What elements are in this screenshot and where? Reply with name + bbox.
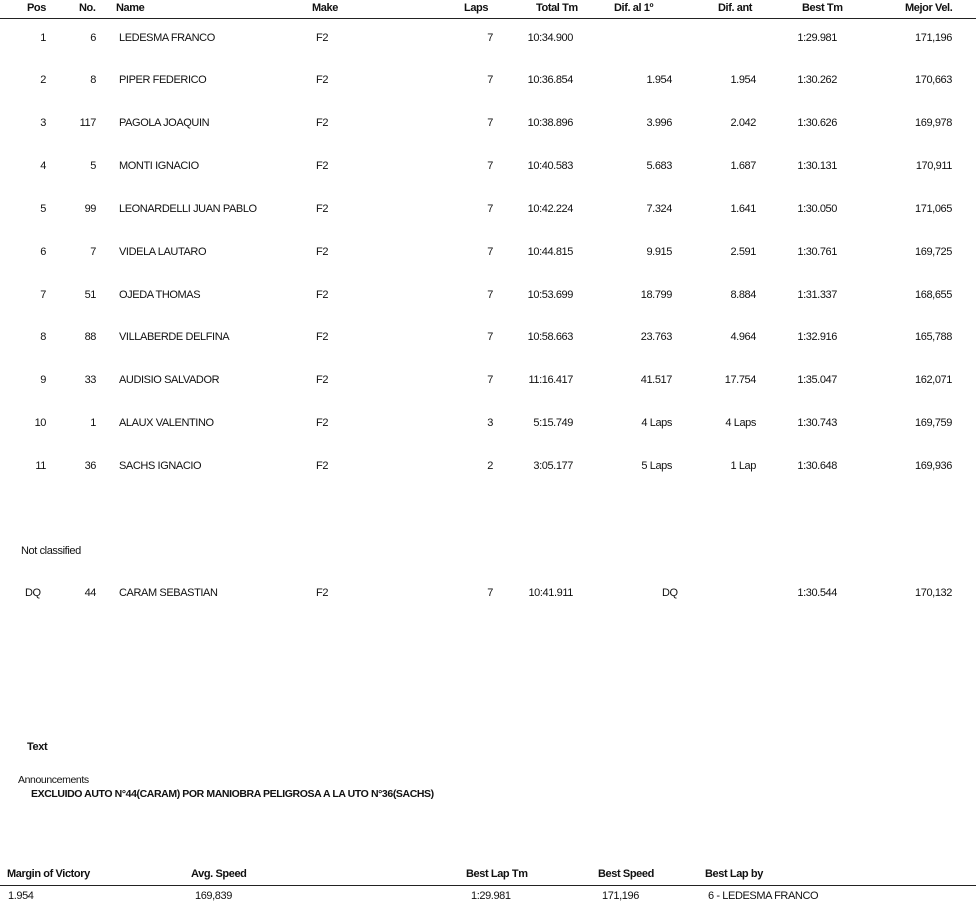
header-no: No. [79, 2, 96, 14]
cell-no: 8 [90, 74, 96, 86]
table-row [0, 289, 976, 305]
cell-total-time: 10:36.854 [527, 74, 573, 86]
cell-laps: 7 [487, 374, 493, 386]
cell-make: F2 [316, 246, 329, 258]
cell-name: CARAM SEBASTIAN [119, 587, 218, 599]
cell-no: 117 [79, 117, 96, 129]
cell-dif-first: 1.954 [646, 74, 672, 86]
cell-total-time: 10:38.896 [527, 117, 573, 129]
cell-best-speed: 165,788 [915, 331, 952, 343]
summary-header-best-lap-by: Best Lap by [705, 868, 763, 880]
cell-laps: 7 [487, 246, 493, 258]
cell-best-speed: 171,065 [915, 203, 952, 215]
cell-dif-first: 4 Laps [641, 417, 672, 429]
cell-laps: 2 [487, 460, 493, 472]
cell-total-time: 11:16.417 [528, 374, 573, 386]
cell-best-time: 1:35.047 [797, 374, 837, 386]
cell-name: PIPER FEDERICO [119, 74, 207, 86]
cell-no: 51 [84, 289, 96, 301]
summary-best-lap-value: 1:29.981 [471, 890, 511, 902]
header-best-speed: Mejor Vel. [905, 2, 953, 14]
cell-total-time: 10:40.583 [527, 160, 573, 172]
cell-best-speed: 169,725 [915, 246, 952, 258]
cell-best-time: 1:30.648 [797, 460, 837, 472]
cell-best-time: 1:29.981 [797, 32, 837, 44]
cell-no: 1 [90, 417, 96, 429]
cell-best-speed: 170,663 [915, 74, 952, 86]
cell-pos: 11 [35, 460, 46, 472]
cell-best-time: 1:30.743 [797, 417, 837, 429]
cell-dif-previous: 1.954 [730, 74, 756, 86]
cell-dif-first: 41.517 [640, 374, 672, 386]
cell-laps: 3 [487, 417, 493, 429]
cell-no: 88 [84, 331, 96, 343]
announcements-label: Announcements [18, 774, 89, 786]
cell-name: AUDISIO SALVADOR [119, 374, 220, 386]
cell-total-time: 10:42.224 [527, 203, 573, 215]
table-row [0, 74, 976, 90]
summary-avg-speed-value: 169,839 [195, 890, 232, 902]
cell-name: OJEDA THOMAS [119, 289, 201, 301]
cell-dif-previous: 1 Lap [730, 460, 756, 472]
cell-laps: 7 [487, 331, 493, 343]
cell-best-speed: 169,978 [915, 117, 952, 129]
cell-dif-previous: 1.687 [730, 160, 756, 172]
header-divider [0, 18, 976, 19]
header-make: Make [312, 2, 338, 14]
cell-laps: 7 [487, 203, 493, 215]
table-row [0, 32, 976, 48]
header-name: Name [116, 2, 145, 14]
announcement-text: EXCLUIDO AUTO N°44(CARAM) POR MANIOBRA PELIGROSA A LA UTO N°36(SACHS) [31, 788, 434, 800]
cell-pos: 3 [40, 117, 46, 129]
cell-make: F2 [316, 374, 329, 386]
table-row [0, 374, 976, 390]
cell-total-time: 10:44.815 [527, 246, 573, 258]
header-laps: Laps [464, 2, 489, 14]
header-best-time: Best Tm [802, 2, 843, 14]
cell-laps: 7 [487, 587, 493, 599]
summary-header-best-speed: Best Speed [598, 868, 654, 880]
cell-pos: 9 [40, 374, 46, 386]
cell-dif-first: 5.683 [646, 160, 672, 172]
cell-laps: 7 [487, 32, 493, 44]
cell-best-speed: 170,132 [915, 587, 952, 599]
cell-dif-first: DQ [662, 587, 678, 599]
summary-margin-value: 1.954 [8, 890, 34, 902]
table-row [0, 331, 976, 347]
cell-total-time: 10:41.911 [528, 587, 573, 599]
cell-no: 44 [84, 587, 96, 599]
cell-no: 7 [90, 246, 96, 258]
cell-best-speed: 168,655 [915, 289, 952, 301]
cell-laps: 7 [487, 74, 493, 86]
table-row [0, 460, 976, 476]
cell-make: F2 [316, 460, 329, 472]
table-row [0, 417, 976, 433]
cell-best-time: 1:30.131 [797, 160, 837, 172]
cell-no: 5 [90, 160, 96, 172]
cell-dif-previous: 1.641 [730, 203, 756, 215]
cell-pos: DQ [25, 587, 41, 599]
summary-header-avg-speed: Avg. Speed [191, 868, 247, 880]
cell-best-speed: 170,911 [915, 160, 952, 172]
cell-dif-first: 9.915 [646, 246, 672, 258]
cell-best-time: 1:31.337 [797, 289, 837, 301]
cell-pos: 8 [40, 331, 46, 343]
table-row [0, 117, 976, 133]
cell-dif-previous: 4.964 [730, 331, 756, 343]
cell-name: VILLABERDE DELFINA [119, 331, 230, 343]
cell-make: F2 [316, 74, 329, 86]
header-dif-first: Dif. al 1º [614, 2, 654, 14]
cell-laps: 7 [487, 160, 493, 172]
cell-no: 36 [84, 460, 96, 472]
cell-best-time: 1:30.761 [797, 246, 837, 258]
cell-name: SACHS IGNACIO [119, 460, 202, 472]
cell-make: F2 [316, 203, 329, 215]
text-section-title: Text [27, 741, 48, 753]
cell-name: VIDELA LAUTARO [119, 246, 207, 258]
summary-header-best-lap: Best Lap Tm [466, 868, 528, 880]
cell-pos: 1 [40, 32, 46, 44]
cell-make: F2 [316, 331, 329, 343]
cell-pos: 10 [34, 417, 46, 429]
cell-total-time: 3:05.177 [533, 460, 573, 472]
summary-best-lap-by-value: 6 - LEDESMA FRANCO [708, 890, 819, 902]
cell-dif-first: 5 Laps [641, 460, 672, 472]
summary-header-margin: Margin of Victory [7, 868, 90, 880]
cell-pos: 5 [40, 203, 46, 215]
cell-total-time: 10:58.663 [527, 331, 573, 343]
cell-dif-first: 3.996 [646, 117, 672, 129]
table-row [0, 160, 976, 176]
cell-best-time: 1:30.262 [797, 74, 837, 86]
header-total-time: Total Tm [536, 2, 578, 14]
cell-best-time: 1:30.544 [797, 587, 837, 599]
table-row-disqualified [0, 587, 976, 603]
cell-no: 33 [84, 374, 96, 386]
cell-dif-first: 18.799 [640, 289, 672, 301]
summary-best-speed-value: 171,196 [602, 890, 639, 902]
cell-pos: 4 [40, 160, 46, 172]
cell-best-speed: 169,936 [915, 460, 952, 472]
cell-dif-previous: 8.884 [730, 289, 756, 301]
cell-dif-first: 23.763 [640, 331, 672, 343]
cell-make: F2 [316, 117, 329, 129]
cell-total-time: 5:15.749 [533, 417, 573, 429]
cell-pos: 7 [40, 289, 46, 301]
cell-name: LEONARDELLI JUAN PABLO [119, 203, 257, 215]
cell-make: F2 [316, 587, 329, 599]
cell-name: LEDESMA FRANCO [119, 32, 215, 44]
cell-dif-previous: 2.591 [730, 246, 756, 258]
cell-best-time: 1:30.050 [797, 203, 837, 215]
cell-make: F2 [316, 417, 329, 429]
cell-make: F2 [316, 160, 329, 172]
not-classified-label: Not classified [21, 545, 81, 557]
cell-total-time: 10:34.900 [527, 32, 573, 44]
cell-dif-previous: 2.042 [730, 117, 756, 129]
cell-laps: 7 [487, 289, 493, 301]
cell-laps: 7 [487, 117, 493, 129]
cell-no: 99 [84, 203, 96, 215]
cell-best-speed: 162,071 [915, 374, 952, 386]
cell-dif-previous: 17.754 [724, 374, 756, 386]
header-dif-previous: Dif. ant [718, 2, 753, 14]
cell-dif-previous: 4 Laps [725, 417, 756, 429]
table-row [0, 203, 976, 219]
cell-dif-first: 7.324 [646, 203, 672, 215]
cell-pos: 2 [40, 74, 46, 86]
cell-make: F2 [316, 32, 329, 44]
cell-pos: 6 [40, 246, 46, 258]
cell-total-time: 10:53.699 [527, 289, 573, 301]
cell-name: ALAUX VALENTINO [119, 417, 214, 429]
summary-divider [0, 885, 976, 886]
cell-no: 6 [90, 32, 96, 44]
cell-best-time: 1:30.626 [797, 117, 837, 129]
cell-make: F2 [316, 289, 329, 301]
header-pos: Pos [27, 2, 46, 14]
cell-name: PAGOLA JOAQUIN [119, 117, 210, 129]
cell-best-speed: 169,759 [915, 417, 952, 429]
cell-best-speed: 171,196 [915, 32, 952, 44]
cell-name: MONTI IGNACIO [119, 160, 199, 172]
cell-best-time: 1:32.916 [797, 331, 837, 343]
table-row [0, 246, 976, 262]
